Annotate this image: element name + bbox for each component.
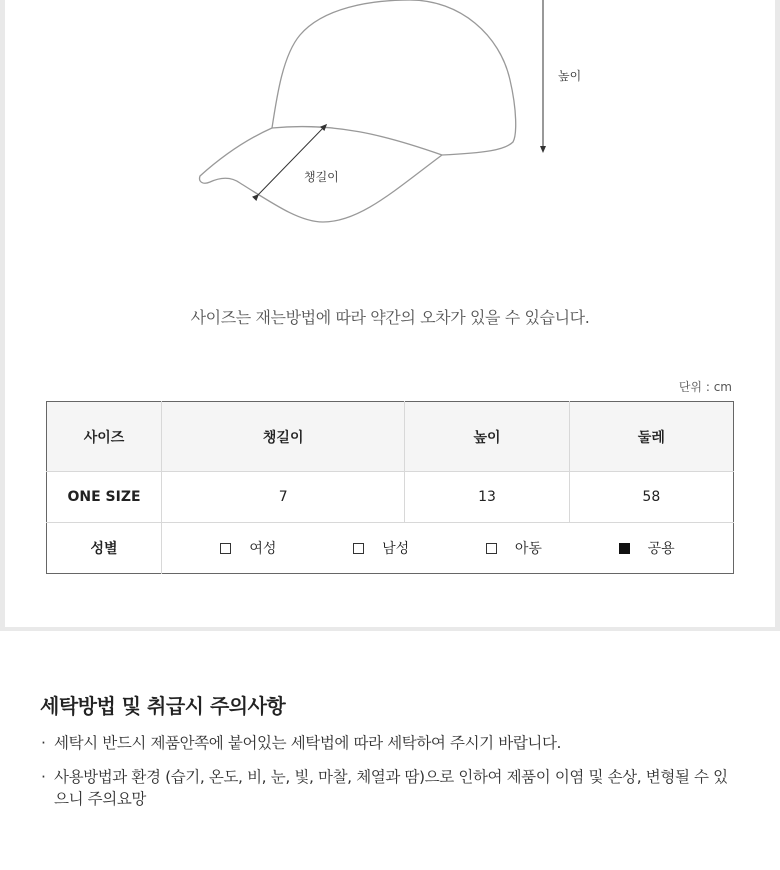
height-label: 높이 (558, 69, 582, 83)
size-table (46, 401, 734, 574)
cap-diagram (5, 0, 775, 240)
cell-circumference: 58 (569, 472, 733, 523)
unit-label: 단위 : cm (678, 380, 732, 394)
header-brim: 챙길이 (162, 402, 405, 472)
care-title: 세탁방법 및 취급시 주의사항 (40, 694, 286, 718)
cell-height: 13 (405, 472, 569, 523)
cap-crown-outline (272, 0, 516, 155)
checkbox-icon (220, 543, 231, 554)
list-item: · 사용방법과 환경 (습기, 온도, 비, 눈, 빛, 마찰, 체열과 땀)으로 인하여 제품이 이염 및 손상, 변형될 수 있으니 주의요망 (40, 766, 730, 810)
gender-label: 성별 (47, 523, 162, 574)
header-circumference: 둘레 (569, 402, 733, 472)
header-size: 사이즈 (47, 402, 162, 472)
table-row (47, 472, 734, 523)
header-height: 높이 (405, 402, 569, 472)
size-table-header (47, 402, 734, 472)
list-item: · 세탁시 반드시 제품안쪽에 붙어있는 세탁법에 따라 세탁하여 주시기 바랍니다. (40, 732, 730, 754)
gender-option-unisex: 공용 (619, 538, 675, 558)
brim-length-label: 챙길이 (304, 170, 339, 184)
brim-length-arrow (257, 126, 325, 196)
care-list (40, 732, 730, 822)
size-note: 사이즈는 재는방법에 따라 약간의 오차가 있을 수 있습니다. (190, 308, 590, 327)
size-guide-panel (5, 0, 775, 627)
checkbox-icon (353, 543, 364, 554)
gender-option-male: 남성 (353, 538, 409, 558)
cell-size: ONE SIZE (47, 472, 162, 523)
cell-brim: 7 (162, 472, 405, 523)
gender-option-female: 여성 (220, 538, 276, 558)
checkbox-checked-icon (619, 543, 630, 554)
checkbox-icon (486, 543, 497, 554)
gender-option-kids: 아동 (486, 538, 542, 558)
gender-options (162, 523, 734, 574)
gender-row (47, 523, 734, 574)
cap-brim-top (272, 127, 442, 155)
